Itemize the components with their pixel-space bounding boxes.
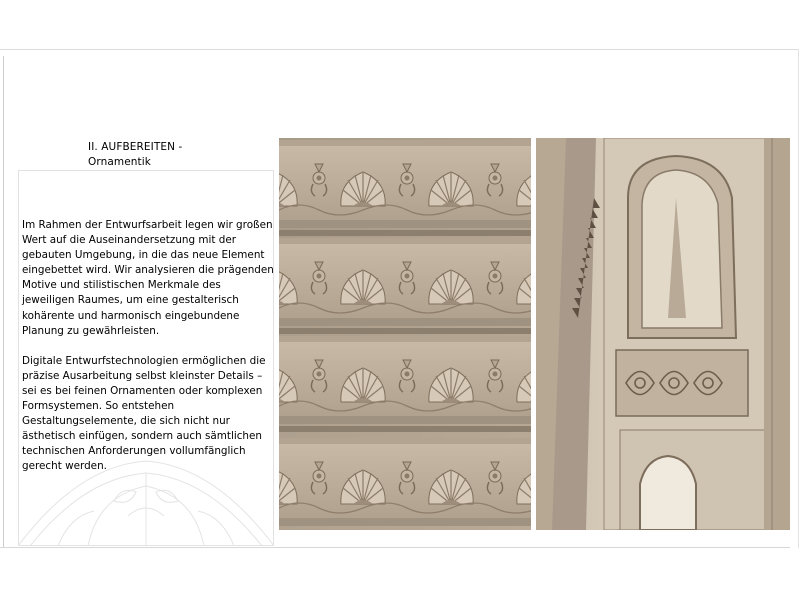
section-heading-title: II. AUFBEREITEN -: [88, 141, 183, 153]
paragraph-intro: Im Rahmen der Entwurfsarbeit legen wir großen Wert auf die Auseinandersetzung mit der gebauten Umgebung, in die das neue Element eingebettet wird. Wir analysieren die prägenden Motive und stilistischen Merkmale des jeweiligen Raumes, um eine gestalterisch kohärente und harmonisch eingebundene Planung zu gewährleisten.: [22, 219, 274, 337]
body-text: [22, 218, 274, 490]
door-panel-photo: [536, 138, 790, 530]
section-heading-subtitle: Ornamentik: [88, 156, 151, 168]
bottom-divider: [0, 547, 790, 548]
paragraph-digital: Digitale Entwurfstechnologien ermöglichen die präzise Ausarbeitung selbst kleinster Details – sei es bei feinen Ornamenten oder komplexen Formsystemen. So entstehen Gestaltungselemente, die sich nicht nur ästhetisch einfügen, sondern auch sämtlichen technischen Anforderungen vollumfänglich gerecht werden.: [22, 354, 266, 473]
left-divider: [3, 56, 4, 548]
ornament-frieze-photo: [279, 138, 531, 530]
section-heading: [88, 140, 268, 170]
